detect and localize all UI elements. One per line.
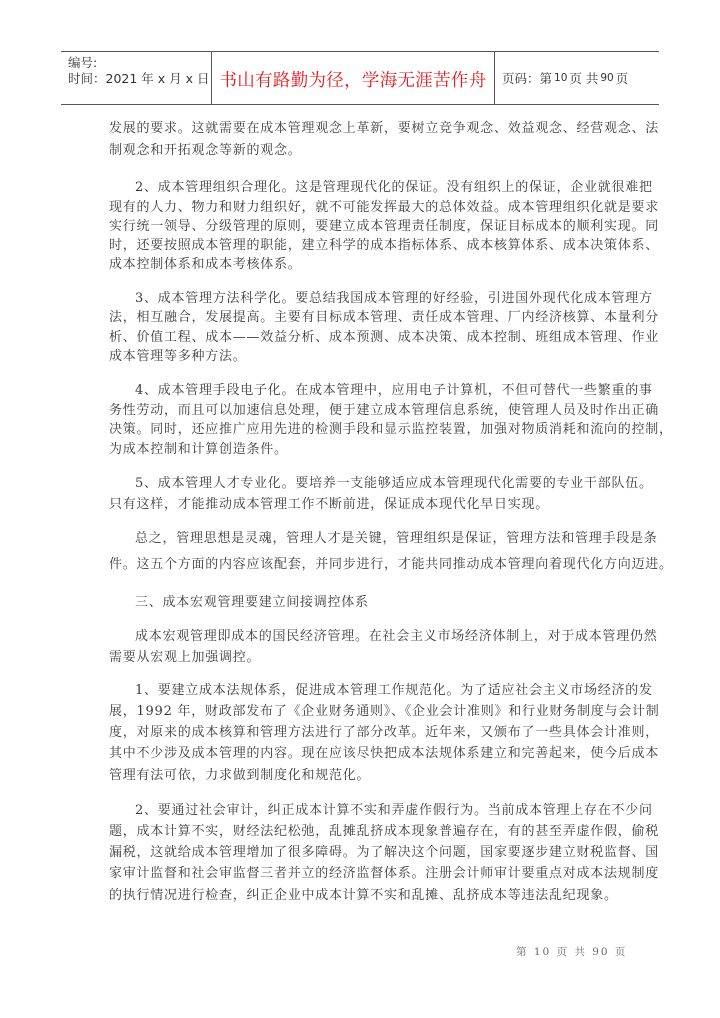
page-total: 90	[600, 72, 614, 84]
paragraph-3-line: 法，相互融合，发展提高。主要有目标成本管理、责任成本管理、厂内经济核算、本量利分	[109, 310, 660, 325]
paragraph-8-line: 管理有法可依，力求做到制度化和规范化。	[109, 768, 371, 783]
paragraph-9-line: 题，成本计算不实，财经法纪松弛，乱摊乱挤成本现象普遍存在，有的甚至弄虚作假，偷税	[109, 824, 660, 839]
paragraph-7-line: 需要从宏观上加强调控。	[109, 650, 261, 665]
paragraph-9-line: 漏税，这就给成本管理增加了很多障碍。为了解决这个问题，国家要逐步建立财税监督、国	[109, 845, 660, 860]
header-motto-cell	[212, 52, 495, 104]
paragraph-9-line: 2、要通过社会审计，纠正成本计算不实和弄虚作假行为。当前成本管理上存在不少问	[135, 803, 653, 818]
paragraph-4-line: 为成本控制和计算创造条件。	[109, 442, 288, 457]
paragraph-8-line: 其中不少涉及成本管理的内容。现在应该尽快把成本法规体系建立和完善起来，使今后成本	[109, 746, 660, 761]
section-heading: 三、成本宏观管理要建立间接调控体系	[135, 595, 369, 610]
paragraph-6-line: 件。这五个方面的内容应该配套，并同步进行，才能共同推动成本管理向着现代化方向迈进。	[109, 557, 673, 572]
paragraph-8-line: 1、要建立成本法规体系，促进成本管理工作规范化。为了适应社会主义市场经济的发	[135, 683, 653, 698]
paragraph-6-line: 总之，管理思想是灵魂，管理人才是关键，管理组织是保证，管理方法和管理手段是条	[135, 531, 658, 546]
paragraph-9-line: 家审计监督和社会审监督三者并立的经济监督体系。注册会计师审计要重点对成本法规制度	[109, 866, 660, 881]
page-current: 10	[554, 72, 568, 84]
paragraph-5-line: 只有这样，才能推动成本管理工作不断前进，保证成本现代化早日实现。	[109, 497, 550, 512]
paragraph-4-line: 务性劳动，而且可以加速信息处理，便于建立成本管理信息系统，使管理人员及时作出正确	[109, 403, 660, 418]
page-mid: 页 共	[569, 71, 599, 86]
paragraph-4-line: 决策。同时，还应推广应用先进的检测手段和显示监控装置，加强对物质消耗和流向的控制，	[109, 422, 673, 437]
paragraph-9-line: 的执行情况进行检查，纠正企业中成本计算不实和乱摊、乱挤成本等违法乱纪现象。	[109, 888, 618, 903]
paragraph-2-line: 实行统一领导、分级管理的原则，要建立成本管理责任制度，保证目标成本的顺利实现。同	[109, 219, 660, 234]
paragraph-1-line: 发展的要求。这就需要在成本管理观念上革新，要树立竞争观念、效益观念、经营观念、法	[109, 121, 660, 136]
paragraph-2-line: 时，还要按照成本管理的职能，建立科学的成本指标体系、成本核算体系、成本决策体系、	[109, 238, 660, 253]
date-label: 时间：2021 年 x 月 x 日	[68, 71, 210, 86]
paragraph-2-line: 成本控制体系和成本考核体系。	[109, 257, 302, 272]
paragraph-3-line: 3、成本管理方法科学化。要总结我国成本管理的好经验，引进国外现代化成本管理方	[135, 291, 653, 306]
serial-number-label: 编号:	[68, 55, 98, 70]
paragraph-1-line: 制观念和开拓观念等新的观念。	[109, 143, 302, 158]
page-suffix: 页	[615, 71, 629, 86]
paragraph-8-line: 度，对原来的成本核算和管理方法进行了部分改革。近年来，又颁布了一些具体会计准则，	[109, 725, 660, 740]
header-page-cell	[495, 52, 659, 104]
paragraph-2-line: 2、成本管理组织合理化。这是管理现代化的保证。没有组织上的保证，企业就很难把	[135, 180, 653, 195]
paragraph-2-line: 现有的人力、物力和财力组织好，就不可能发挥最大的总体效益。成本管理组织化就是要求	[109, 200, 660, 215]
paragraph-3-line: 析、价值工程、成本——效益分析、成本预测、成本决策、成本控制、班组成本管理、作业	[109, 330, 660, 345]
paragraph-3-line: 成本管理等多种方法。	[109, 349, 247, 364]
page-label: 页码：第	[502, 71, 553, 86]
paragraph-5-line: 5、成本管理人才专业化。要培养一支能够适应成本管理现代化需要的专业干部队伍。	[135, 476, 653, 491]
header-meta-cell	[61, 52, 212, 104]
paragraph-8-line: 展，1992 年，财政部发布了《企业财务通则》、《企业会计准则》和行业财务制度与会计制	[109, 704, 660, 719]
footer-page-number: 第 10 页 共 90 页	[516, 946, 628, 958]
page-header-table	[61, 51, 659, 105]
motto-text: 书山有路勤为径，学海无涯苦作舟	[219, 70, 487, 91]
paragraph-4-line: 4、成本管理手段电子化。在成本管理中，应用电子计算机，不但可替代一些繁重的事	[135, 383, 653, 398]
paragraph-7-line: 成本宏观管理即成本的国民经济管理。在社会主义市场经济体制上，对于成本管理仍然	[135, 629, 658, 644]
